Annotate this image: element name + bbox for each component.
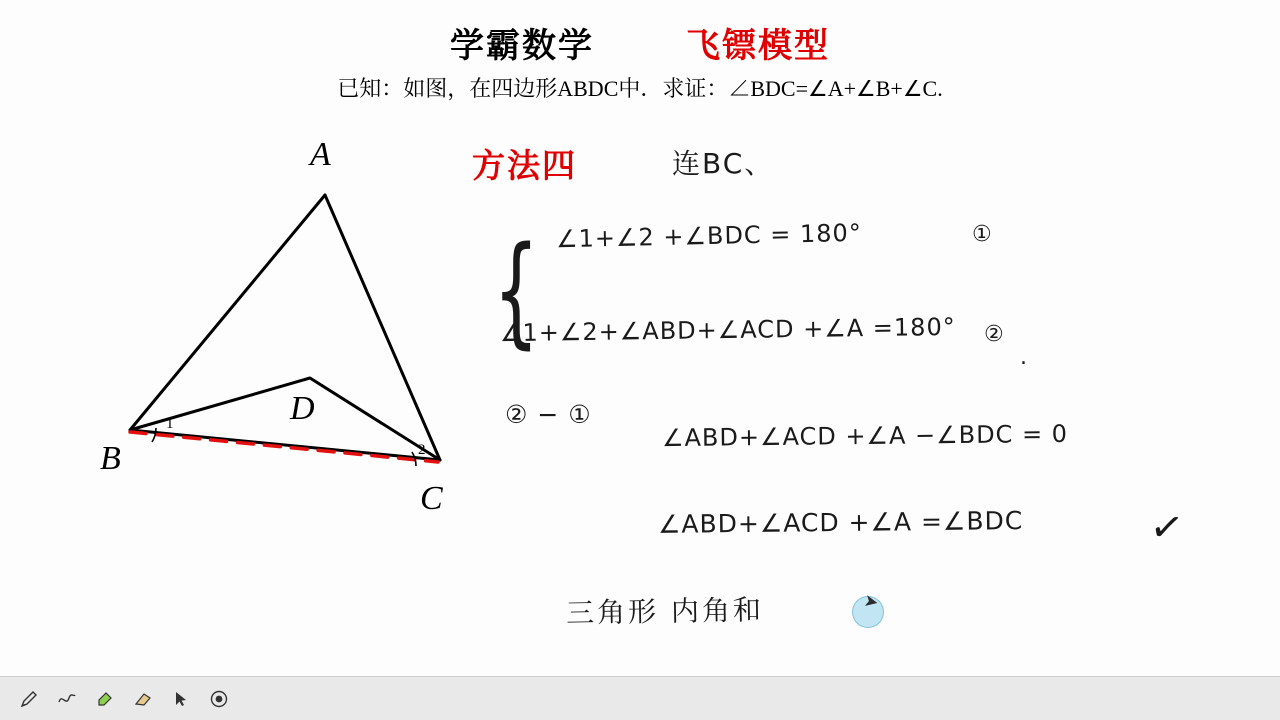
equation-2-dot: . [1020,345,1027,370]
segment-AC [325,195,440,460]
curve-icon [57,689,77,709]
drawing-toolbar[interactable] [0,676,1280,720]
eraser-tool[interactable] [126,682,160,716]
record-icon [209,689,229,709]
conclusion-note: 三角形 内角和 [565,593,765,630]
problem-statement: 已知：如图，在四边形ABDC中．求证：∠BDC=∠A+∠B+∠C. [337,76,943,101]
method-label: 方法四 [472,149,577,185]
label-D: D [290,390,315,427]
highlighter-icon [95,689,115,709]
step-connect-bc: 连BC、 [672,147,775,180]
angle-arc-1 [152,428,156,442]
angle-label-1: 1 [166,416,174,432]
equation-1-tag: ① [972,222,992,247]
cursor-icon [171,689,191,709]
highlighter-tool[interactable] [88,682,122,716]
segment-BDC [130,378,440,460]
page-title: 学霸数学 [450,28,594,65]
check-mark: ✓ [1146,502,1187,554]
brace-decoration: { [493,222,540,361]
label-A: A [310,136,331,173]
header-title-row [0,18,1280,67]
equation-4: ∠ABD+∠ACD +∠A =∠BDC [657,506,1024,539]
geometry-figure [60,120,520,550]
subtraction-step: ② − ① [505,400,592,429]
equation-3: ∠ABD+∠ACD +∠A −∠BDC = 0 [661,419,1069,453]
model-title: 飞镖模型 [686,28,830,65]
pen-icon [19,689,39,709]
pen-tool[interactable] [12,682,46,716]
triangle-outline [130,195,440,460]
auxiliary-line-bc [130,432,438,462]
angle-label-2: 2 [418,442,426,458]
pointer-cursor: ➤ [862,590,881,613]
record-tool[interactable] [202,682,236,716]
eraser-icon [133,689,153,709]
equation-2: ∠1+∠2+∠ABD+∠ACD +∠A =180° [499,312,956,348]
figure-svg [60,120,520,550]
curve-tool[interactable] [50,682,84,716]
pointer-tool[interactable] [164,682,198,716]
equation-2-tag: ② [984,322,1004,347]
equation-1: ∠1+∠2 +∠BDC = 180° [555,218,863,254]
label-C: C [420,480,443,517]
label-B: B [100,440,121,477]
